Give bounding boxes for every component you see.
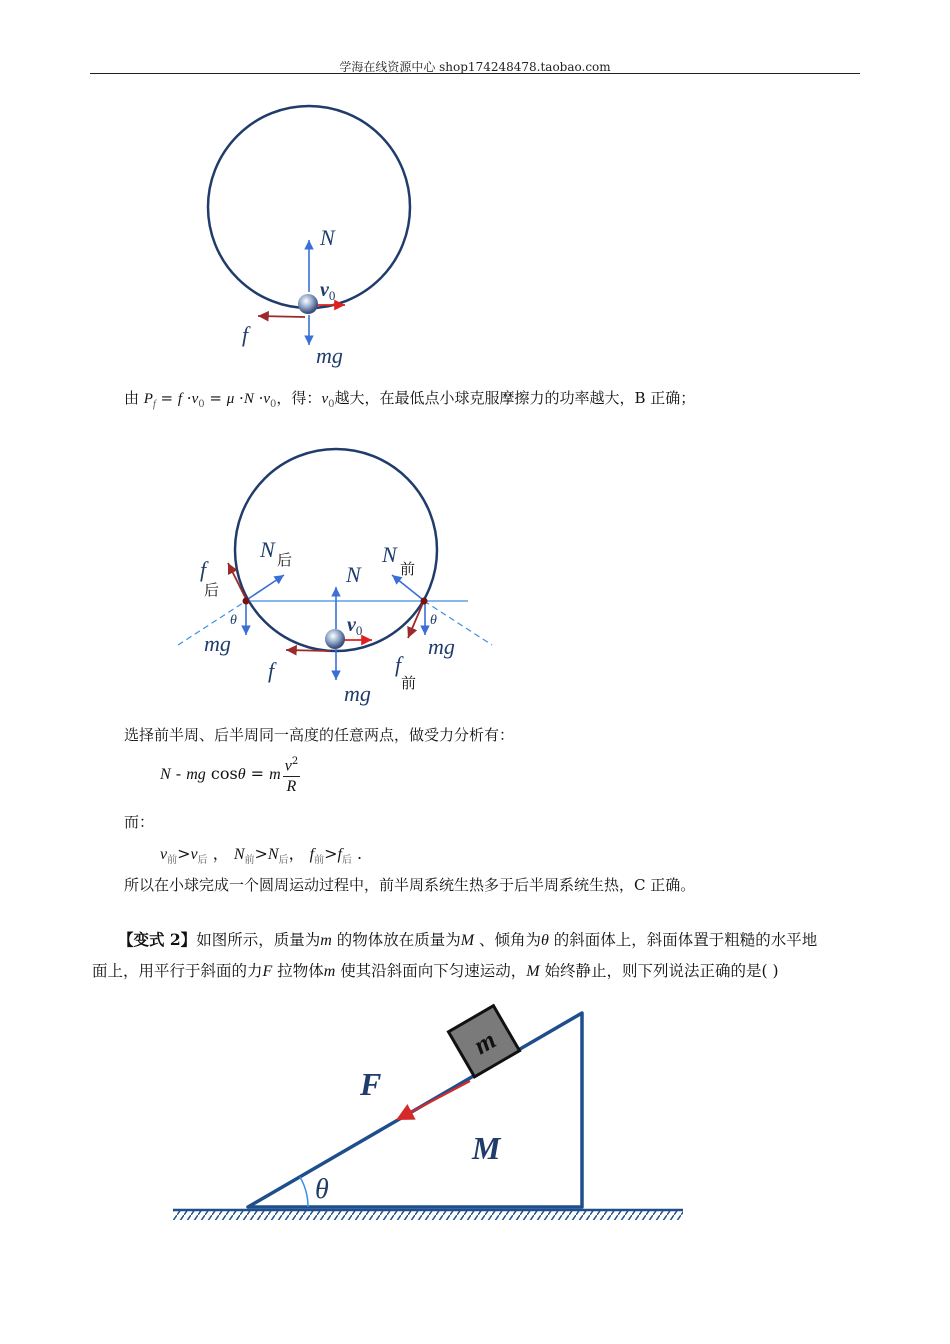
svg-text:前: 前: [400, 561, 416, 578]
N-qian-arrow: [392, 575, 422, 599]
ball: [298, 294, 318, 314]
svg-text:v0: $v_0$: [347, 614, 363, 638]
svg-text:θ: θ: [430, 613, 437, 628]
label-v: v: [320, 279, 329, 301]
label-mg: mg: [316, 343, 343, 368]
equation-centripetal: N - mg cosθ = m $\frac{v^2}{R}$: [160, 752, 300, 797]
variant-2-question: 【变式 2】如图所示，质量为m 的物体放在质量为M 、倾角为θ 的斜面体上，斜面体置于粗糙的水平地 面上，用平行于斜面的力F 拉物体m 使其沿斜面向下匀速运动，M 始终静止，则下列说法正确的是( ): [92, 930, 818, 980]
label-M: M: [472, 1130, 501, 1166]
label-F: F: [360, 1066, 382, 1102]
ball-2: [325, 629, 345, 649]
svg-text:N: N: [382, 542, 397, 567]
label-m: m: [468, 1024, 501, 1061]
svg-text:后: 后: [204, 582, 220, 599]
svg-text:mg: mg: [344, 681, 371, 706]
angle-arc: [300, 1177, 308, 1207]
friction-arrow: [258, 316, 305, 317]
svg-text:N: N: [346, 562, 361, 587]
svg-text:N: N: [260, 537, 275, 562]
left-point: [243, 598, 250, 605]
header-rule: [90, 73, 860, 74]
label-v-sub: 0: [328, 288, 336, 303]
svg-text:v0: [320, 279, 335, 303]
inequalities-line: $v_前>v_后$ ， $N_前>N_后$， $f_前>f_后$ .: [160, 844, 363, 866]
label-f: f: [242, 322, 249, 347]
right-point: [421, 598, 428, 605]
label-theta: θ: [315, 1174, 329, 1205]
text-line-conclusion: 所以在小球完成一个圆周运动过程中，前半周系统生热多于后半周系统生热，C 正确。: [124, 876, 696, 894]
text-line-power: 由 $P_f = f \cdot v_0 = \mu \cdot N \cdot v_0$，得：$v_0$越大，在最低点小球克服摩擦力的功率越大，B 正确；: [124, 389, 696, 410]
N-hou-arrow: [248, 575, 284, 599]
force-F-arrow: [398, 1081, 470, 1119]
figure-2-force-analysis: [170, 425, 500, 715]
block-m: [448, 1006, 519, 1077]
svg-text:后: 后: [277, 552, 293, 569]
ground-hatch: [173, 1211, 683, 1220]
f-bottom-arrow: [286, 650, 330, 651]
text-line-er: 而：: [124, 813, 155, 831]
text-line-select: 选择前半周、后半周同一高度的任意两点，做受力分析有：: [124, 726, 515, 744]
label-N: N: [320, 225, 335, 250]
svg-text:mg: mg: [428, 634, 455, 659]
f-qian-arrow: [408, 603, 423, 638]
svg-text:f: f: [268, 658, 275, 683]
figure-1-circle-diagram: [190, 110, 430, 380]
svg-text:f: f: [200, 557, 207, 582]
figure-3-incline: [170, 995, 690, 1230]
page-header: 学海在线资源中心 shop174248478.taobao.com: [339, 60, 611, 74]
svg-text:前: 前: [401, 675, 417, 692]
svg-text:θ: θ: [230, 613, 237, 628]
svg-text:mg: mg: [204, 631, 231, 656]
svg-text:f: f: [395, 652, 402, 677]
